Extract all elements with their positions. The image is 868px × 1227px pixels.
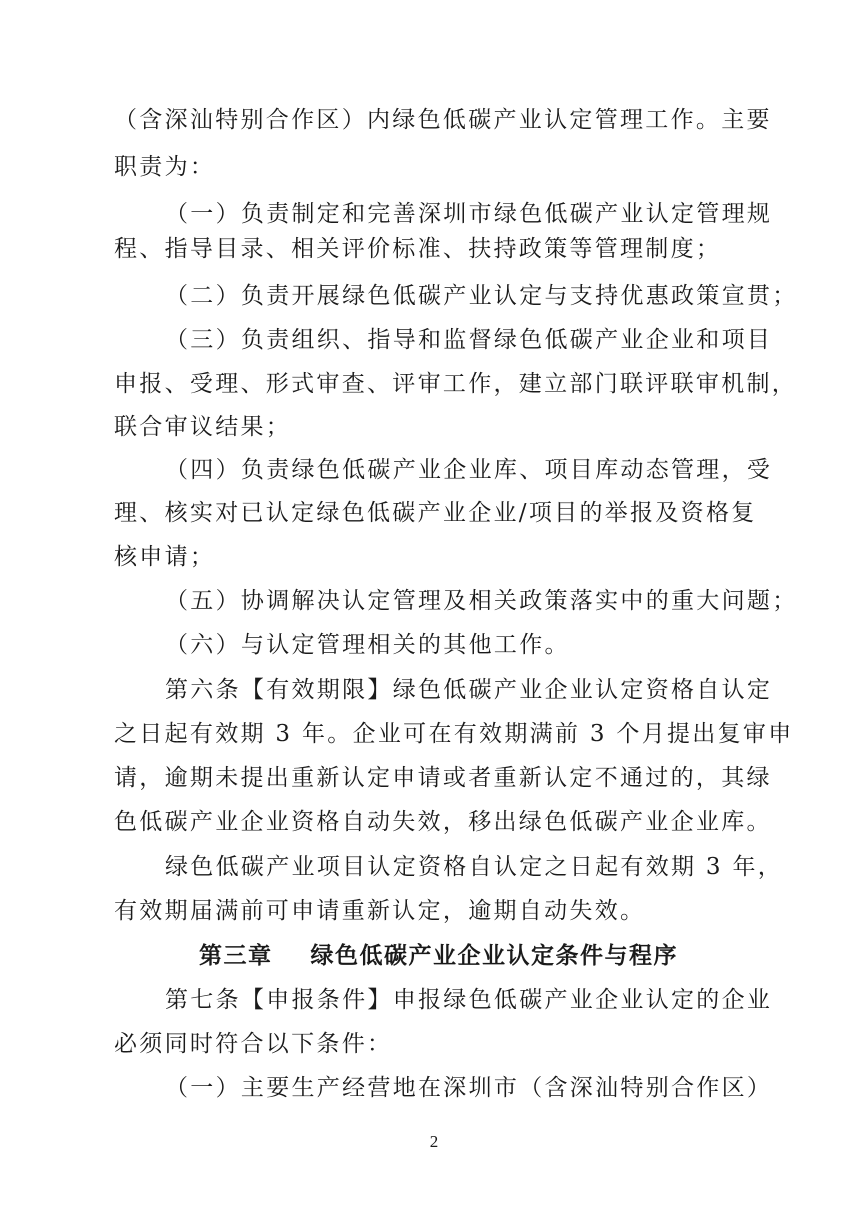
body-line: 职责为：: [114, 154, 216, 180]
body-line: （一）主要生产经营地在深圳市（含深汕特别合作区）: [165, 1075, 773, 1101]
body-line: 色低碳产业企业资格自动失效，移出绿色低碳产业企业库。: [114, 809, 772, 835]
body-line: 核申请；: [114, 544, 216, 570]
chapter-number: 第三章: [199, 943, 273, 969]
body-line: 联合审议结果；: [114, 414, 292, 440]
body-line: （五）协调解决认定管理及相关政策落实中的重大问题；: [165, 588, 798, 614]
body-line: 必须同时符合以下条件：: [114, 1031, 393, 1057]
body-line: （二）负责开展绿色低碳产业认定与支持优惠政策宣贯；: [165, 283, 798, 309]
chapter-heading: [199, 940, 678, 972]
body-line: 理、核实对已认定绿色低碳产业企业/项目的举报及资格复: [114, 500, 757, 526]
body-line: （含深汕特别合作区）内绿色低碳产业认定管理工作。主要: [114, 107, 772, 133]
body-line: 申报、受理、形式审查、评审工作，建立部门联评联审机制，: [114, 371, 798, 397]
body-line: （三）负责组织、指导和监督绿色低碳产业企业和项目: [165, 327, 773, 353]
body-line: 之日起有效期 3 年。企业可在有效期满前 3 个月提出复审申: [114, 721, 794, 747]
body-line: 程、指导目录、相关评价标准、扶持政策等管理制度；: [114, 236, 722, 262]
body-line: 第六条【有效期限】绿色低碳产业企业认定资格自认定: [165, 677, 773, 703]
body-line: 绿色低碳产业项目认定资格自认定之日起有效期 3 年，: [165, 854, 784, 880]
page-number: 2: [429, 1132, 439, 1151]
body-line: （一）负责制定和完善深圳市绿色低碳产业认定管理规: [165, 201, 773, 227]
body-line: （四）负责绿色低碳产业企业库、项目库动态管理，受: [165, 457, 773, 483]
body-line: 有效期届满前可申请重新认定，逾期自动失效。: [114, 898, 646, 924]
chapter-title: 绿色低碳产业企业认定条件与程序: [310, 943, 678, 969]
body-line: （六）与认定管理相关的其他工作。: [165, 632, 570, 658]
body-line: 请，逾期未提出重新认定申请或者重新认定不通过的，其绿: [114, 765, 772, 791]
body-line: 第七条【申报条件】申报绿色低碳产业企业认定的企业: [165, 987, 773, 1013]
